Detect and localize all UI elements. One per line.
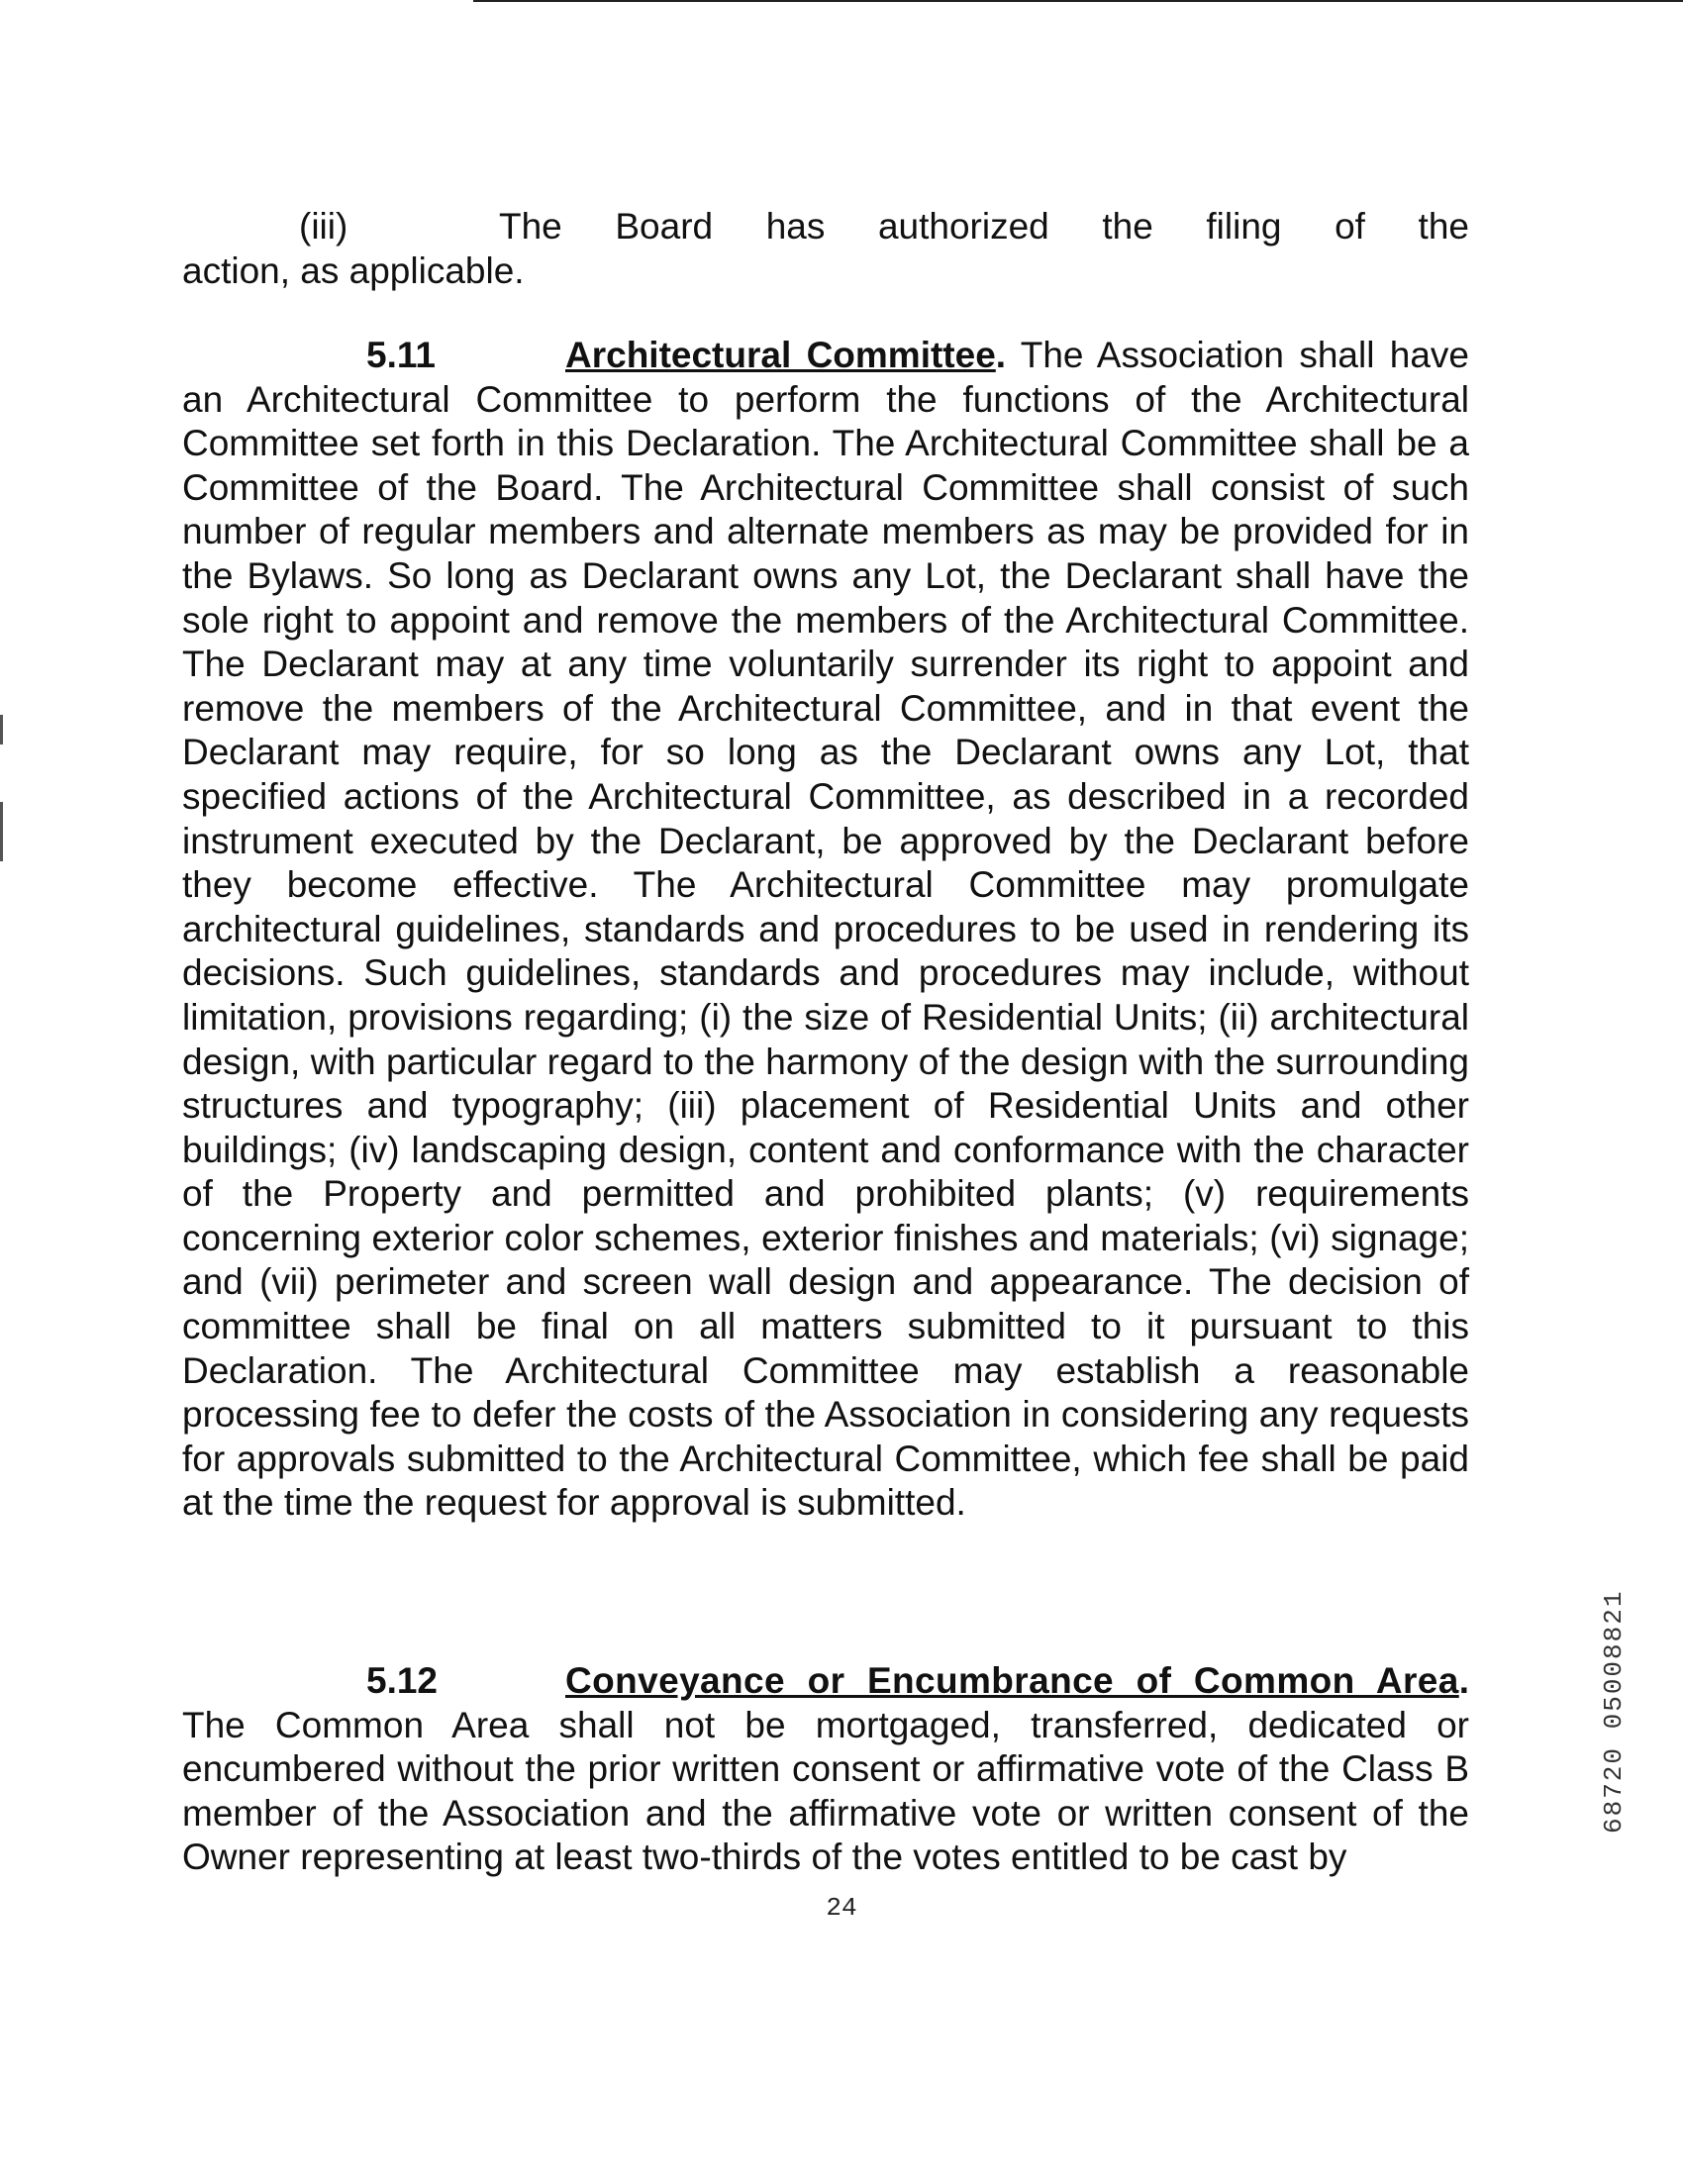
section-5-11-heading-period: . [995, 335, 1007, 375]
section-5-11-heading: Architectural Committee [565, 335, 996, 375]
scan-edge-mark [0, 802, 3, 861]
section-5-12-heading: Conveyance or Encumbrance of Common Area [565, 1660, 1459, 1701]
scan-edge-mark [0, 715, 3, 745]
section-5-12 [182, 1659, 1469, 1880]
item-iii [182, 205, 1469, 293]
section-5-11-number: 5.11 [366, 335, 436, 375]
section-5-12-heading-period: . [1458, 1660, 1469, 1701]
item-iii-text: The Board has authorized the filing of the [499, 206, 1469, 247]
top-scan-border [473, 0, 1683, 2]
section-5-12-body: The Common Area shall not be mortgaged, transferred, dedicated or encumbered without the prior written consent or affirmative vote of the Class B member of the Association and the affirmative vote or written consent of the Owner representing at least two-thirds of the votes entitled to be cast by [182, 1704, 1469, 1878]
item-iii-number: (iii) [299, 206, 348, 247]
item-iii-continuation: action, as applicable. [182, 249, 525, 291]
page-number: 24 [826, 1893, 857, 1923]
section-5-12-number: 5.12 [366, 1660, 439, 1701]
section-5-11-paragraph [182, 334, 1469, 1526]
section-5-11-body: The Association shall have an Architectural Committee to perform the functions of the Architectural Committee set forth in this Declaration. The Architectural Committee shall be a Committee of the Board. The Architectural Committee shall consist of such number of regular members and alternate members as may be provided for in the Bylaws. So long as Declarant owns any Lot, the Declarant shall have the sole right to appoint and remove the members of the Architectural Committee. The Declarant may at any time voluntarily surrender its right to appoint and remove the members of the Architectural Committee, and in that event the Declarant may require, for so long as the Declarant owns any Lot, that specified actions of the Architectural Committee, as described in a recorded instrument executed by the Declarant, be approved by the Declarant before they become effective. The Architectural Committee may promulgate architectural guidelines, standards and procedures to be used in rendering its decisions. Such guidelines, standards and procedures may include, without limitation, provisions regarding; (i) the size of Residential Units; (ii) architectural design, with particular regard to the harmony of the design with the surrounding structures and typography; (iii) placement of Residential Units and other buildings; (iv) landscaping design, content and conformance with the character of the Property and permitted and prohibited plants; (v) requirements concerning exterior color schemes, exterior finishes and materials; (vi) signage; and (vii) perimeter and screen wall design and appearance. The decision of committee shall be final on all matters submitted to it pursuant to this Declaration. The Architectural Committee may establish a reasonable processing fee to defer the costs of the Association in considering any requests for approvals submitted to the Architectural Committee, which fee shall be paid at the time the request for approval is submitted. [182, 335, 1469, 1524]
section-5-12-paragraph [182, 1659, 1469, 1880]
item-iii-first-line [182, 205, 1469, 249]
bates-stamp: 68720 05008821 [1599, 1589, 1629, 1834]
section-5-11 [182, 334, 1469, 1526]
